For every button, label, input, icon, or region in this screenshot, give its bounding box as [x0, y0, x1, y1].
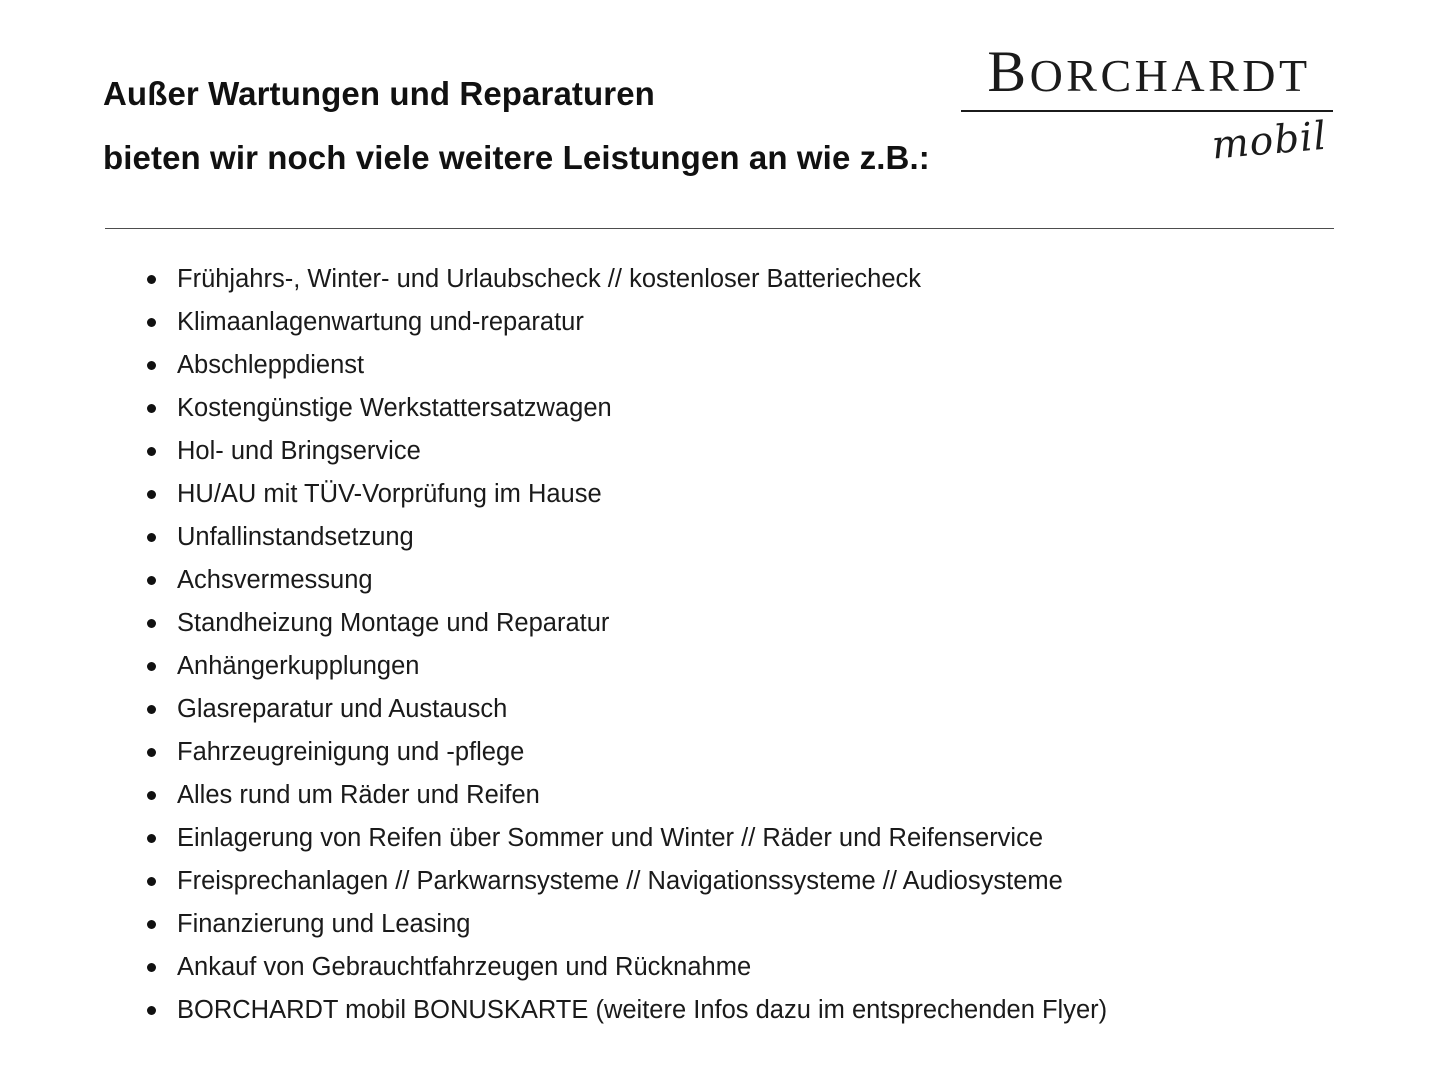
page-title [103, 62, 963, 191]
list-item-label: Frühjahrs-, Winter- und Urlaubscheck // kostenloser Batteriecheck [177, 265, 922, 293]
bullet-icon [147, 877, 156, 886]
logo-wordmark-initial: B [987, 39, 1030, 104]
bullet-icon [147, 748, 156, 757]
list-item [140, 989, 1390, 1032]
list-item-label: Abschleppdienst [177, 351, 365, 379]
list-item [140, 602, 1390, 645]
list-item [140, 473, 1390, 516]
list-item [140, 731, 1390, 774]
list-item [140, 860, 1390, 903]
bullet-icon [147, 533, 156, 542]
list-item-label: HU/AU mit TÜV-Vorprüfung im Hause [177, 480, 602, 508]
list-item-label: Standheizung Montage und Reparatur [177, 609, 610, 637]
list-item-label: Freisprechanlagen // Parkwarnsysteme // Navigationssysteme // Audiosysteme [177, 867, 1063, 895]
list-item-label: Unfallinstandsetzung [177, 523, 414, 551]
list-item [140, 946, 1390, 989]
bullet-icon [147, 791, 156, 800]
list-item [140, 774, 1390, 817]
list-item-label: Glasreparatur und Austausch [177, 695, 508, 723]
bullet-icon [147, 920, 156, 929]
bullet-icon [147, 705, 156, 714]
list-item-label: BORCHARDT mobil BONUSKARTE (weitere Infos dazu im entsprechenden Flyer) [177, 996, 1108, 1024]
bullet-icon [147, 447, 156, 456]
bullet-icon [147, 318, 156, 327]
list-item [140, 387, 1390, 430]
bullet-icon [147, 1006, 156, 1015]
bullet-icon [147, 619, 156, 628]
list-item [140, 559, 1390, 602]
logo-wordmark-rest: ORCHARDT [1029, 50, 1311, 101]
list-item-label: Kostengünstige Werkstattersatzwagen [177, 394, 612, 422]
list-item [140, 258, 1390, 301]
list-item-label: Klimaanlagenwartung und-reparatur [177, 308, 584, 336]
list-item-label: Einlagerung von Reifen über Sommer und Winter // Räder und Reifenservice [177, 824, 1044, 852]
bullet-icon [147, 576, 156, 585]
list-item-label: Hol- und Bringservice [177, 437, 421, 465]
bullet-icon [147, 963, 156, 972]
list-item [140, 817, 1390, 860]
bullet-icon [147, 361, 156, 370]
list-item [140, 301, 1390, 344]
bullet-icon [147, 662, 156, 671]
list-item-label: Anhängerkupplungen [177, 652, 420, 680]
logo-script-mobil: mobil [1209, 113, 1329, 169]
list-item [140, 688, 1390, 731]
headline-line-2: bieten wir noch viele weitere Leistungen an wie z.B.: [103, 139, 930, 177]
list-item [140, 516, 1390, 559]
slide-header [0, 0, 1440, 235]
bullet-icon [147, 490, 156, 499]
list-item-label: Fahrzeugreinigung und -pflege [177, 738, 525, 766]
list-item-label: Alles rund um Räder und Reifen [177, 781, 540, 809]
list-item [140, 645, 1390, 688]
logo-wordmark [961, 39, 1333, 104]
services-list [140, 258, 1390, 1032]
header-divider [105, 228, 1334, 229]
list-item-label: Achsvermessung [177, 566, 373, 594]
headline-line-1: Außer Wartungen und Reparaturen [103, 75, 655, 112]
list-item [140, 344, 1390, 387]
bullet-icon [147, 834, 156, 843]
logo-divider-line [961, 110, 1333, 112]
borchardt-mobil-logo [961, 39, 1333, 169]
bullet-icon [147, 404, 156, 413]
list-item-label: Ankauf von Gebrauchtfahrzeugen und Rücknahme [177, 953, 752, 981]
list-item-label: Finanzierung und Leasing [177, 910, 471, 938]
list-item [140, 903, 1390, 946]
bullet-icon [147, 275, 156, 284]
list-item [140, 430, 1390, 473]
